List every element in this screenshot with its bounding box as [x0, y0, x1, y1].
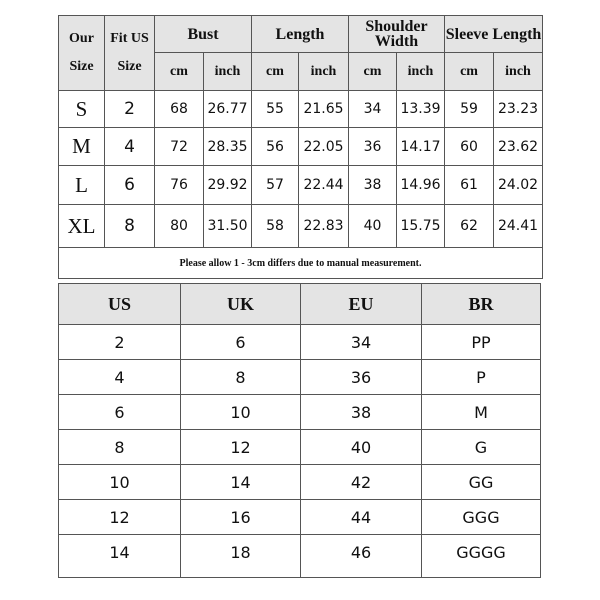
cell: 24.41 — [494, 205, 543, 248]
cell-us: 2 — [59, 325, 181, 360]
cell: 76 — [155, 166, 204, 205]
cell: 23.62 — [494, 128, 543, 166]
table-row — [59, 91, 543, 128]
cell-uk: 16 — [181, 500, 301, 535]
cell-br: G — [422, 430, 541, 465]
cell-us: 12 — [59, 500, 181, 535]
us-size: 2 — [105, 91, 155, 128]
us-size: 8 — [105, 205, 155, 248]
cell: 58 — [252, 205, 299, 248]
cell-us: 4 — [59, 360, 181, 395]
cell-eu: 44 — [301, 500, 422, 535]
cell-eu: 36 — [301, 360, 422, 395]
cell: 80 — [155, 205, 204, 248]
cell: 23.23 — [494, 91, 543, 128]
cell: 40 — [349, 205, 397, 248]
header-us: US — [59, 284, 181, 325]
header-sleeve-length: Sleeve Length — [445, 16, 543, 53]
unit-bust-cm: cm — [155, 53, 204, 91]
cell: 21.65 — [299, 91, 349, 128]
cell: 62 — [445, 205, 494, 248]
size-label: S — [59, 91, 105, 128]
unit-sleeve-inch: inch — [494, 53, 543, 91]
cell-br: GGGG — [422, 535, 541, 578]
cell: 61 — [445, 166, 494, 205]
header-fit-us-size: Fit US Size — [105, 16, 155, 91]
cell: 56 — [252, 128, 299, 166]
cell-eu: 38 — [301, 395, 422, 430]
us-size: 4 — [105, 128, 155, 166]
unit-length-inch: inch — [299, 53, 349, 91]
cell: 14.17 — [397, 128, 445, 166]
unit-shoulder-cm: cm — [349, 53, 397, 91]
cell-br: GGG — [422, 500, 541, 535]
header-our-size: Our Size — [59, 16, 105, 91]
cell-uk: 12 — [181, 430, 301, 465]
cell: 14.96 — [397, 166, 445, 205]
cell: 28.35 — [204, 128, 252, 166]
cell: 29.92 — [204, 166, 252, 205]
cell: 13.39 — [397, 91, 445, 128]
header-length: Length — [252, 16, 349, 53]
table-row — [59, 128, 543, 166]
cell-br: M — [422, 395, 541, 430]
cell-us: 8 — [59, 430, 181, 465]
cell-eu: 34 — [301, 325, 422, 360]
size-label: L — [59, 166, 105, 205]
cell: 57 — [252, 166, 299, 205]
table-row — [59, 205, 543, 248]
cell: 55 — [252, 91, 299, 128]
cell: 15.75 — [397, 205, 445, 248]
table-row — [59, 360, 541, 395]
unit-length-cm: cm — [252, 53, 299, 91]
cell-eu: 46 — [301, 535, 422, 578]
table-row — [59, 395, 541, 430]
cell: 22.44 — [299, 166, 349, 205]
cell-us: 6 — [59, 395, 181, 430]
table-row — [59, 535, 541, 578]
table-row — [59, 325, 541, 360]
cell: 38 — [349, 166, 397, 205]
size-label: XL — [59, 205, 105, 248]
unit-sleeve-cm: cm — [445, 53, 494, 91]
cell: 31.50 — [204, 205, 252, 248]
cell: 36 — [349, 128, 397, 166]
size-label: M — [59, 128, 105, 166]
cell-uk: 18 — [181, 535, 301, 578]
cell: 72 — [155, 128, 204, 166]
cell: 59 — [445, 91, 494, 128]
cell-br: PP — [422, 325, 541, 360]
unit-shoulder-inch: inch — [397, 53, 445, 91]
cell-br: P — [422, 360, 541, 395]
table-row — [59, 166, 543, 205]
cell: 68 — [155, 91, 204, 128]
measurement-table — [58, 15, 543, 279]
cell-us: 14 — [59, 535, 181, 578]
cell-eu: 40 — [301, 430, 422, 465]
cell: 22.05 — [299, 128, 349, 166]
cell: 22.83 — [299, 205, 349, 248]
cell: 34 — [349, 91, 397, 128]
cell-uk: 8 — [181, 360, 301, 395]
header-shoulder-width: Shoulder Width — [349, 16, 445, 53]
cell-br: GG — [422, 465, 541, 500]
cell: 26.77 — [204, 91, 252, 128]
unit-bust-inch: inch — [204, 53, 252, 91]
measurement-note: Please allow 1 - 3cm differs due to manual measurement. — [59, 248, 543, 279]
cell: 60 — [445, 128, 494, 166]
header-uk: UK — [181, 284, 301, 325]
cell-uk: 6 — [181, 325, 301, 360]
table-row — [59, 500, 541, 535]
cell: 24.02 — [494, 166, 543, 205]
header-eu: EU — [301, 284, 422, 325]
us-size: 6 — [105, 166, 155, 205]
cell-uk: 14 — [181, 465, 301, 500]
table-row — [59, 430, 541, 465]
cell-eu: 42 — [301, 465, 422, 500]
table-row — [59, 465, 541, 500]
header-bust: Bust — [155, 16, 252, 53]
header-br: BR — [422, 284, 541, 325]
cell-us: 10 — [59, 465, 181, 500]
size-conversion-table — [58, 283, 541, 578]
cell-uk: 10 — [181, 395, 301, 430]
